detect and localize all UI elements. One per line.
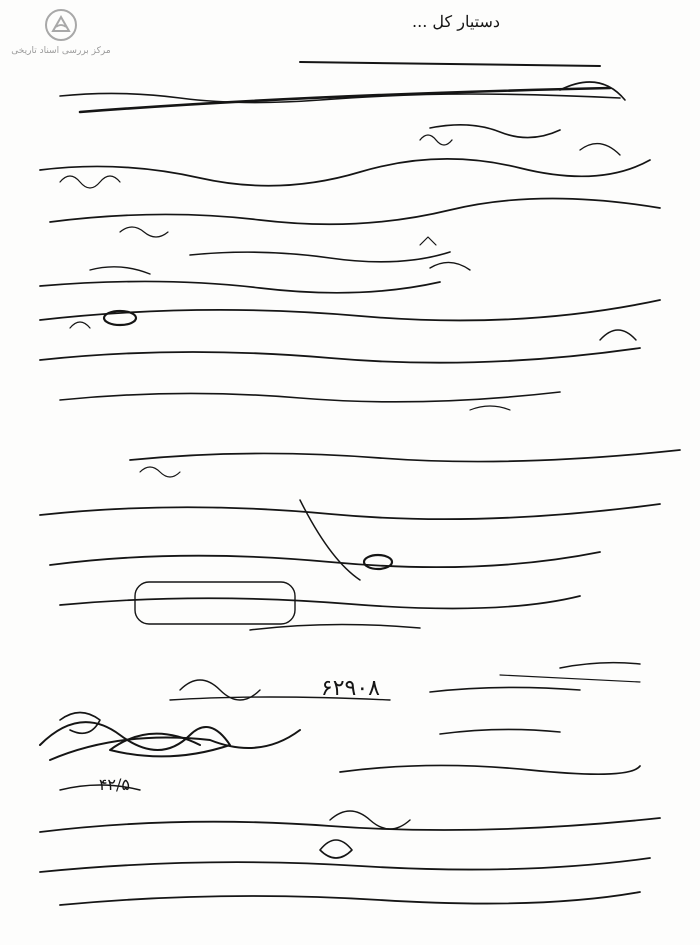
script-line xyxy=(430,687,580,692)
script-line xyxy=(430,125,560,138)
script-line xyxy=(190,252,450,262)
signature-1 xyxy=(40,722,230,756)
archive-logo xyxy=(6,6,116,66)
document-date: ۴۲/۵ xyxy=(98,775,130,794)
archive-seal-icon xyxy=(44,8,78,42)
script-line xyxy=(440,729,560,734)
heading-underline xyxy=(300,62,600,66)
archive-caption: مرکز بررسی اسناد تاریخی xyxy=(11,46,111,56)
registry-underline xyxy=(170,697,390,700)
script-line xyxy=(40,281,440,292)
script-line xyxy=(60,892,640,905)
strikethrough-line xyxy=(80,88,610,112)
script-line xyxy=(40,504,660,519)
document-heading: دستیار کل ... xyxy=(412,12,500,31)
script-line xyxy=(40,159,650,186)
registry-number: ۶۲۹۰۸ xyxy=(320,676,380,701)
stamp-mark xyxy=(135,582,295,624)
script-line xyxy=(40,858,650,872)
script-line xyxy=(50,198,660,224)
script-line xyxy=(560,663,640,668)
script-line xyxy=(340,765,640,774)
script-line xyxy=(50,552,600,567)
signature-2 xyxy=(50,730,300,760)
script-line xyxy=(60,785,140,790)
script-line xyxy=(60,392,560,402)
script-line xyxy=(250,624,420,630)
script-line xyxy=(40,818,660,832)
script-line xyxy=(40,300,660,320)
script-line xyxy=(40,348,640,363)
script-line xyxy=(130,450,680,462)
script-line xyxy=(60,596,580,609)
